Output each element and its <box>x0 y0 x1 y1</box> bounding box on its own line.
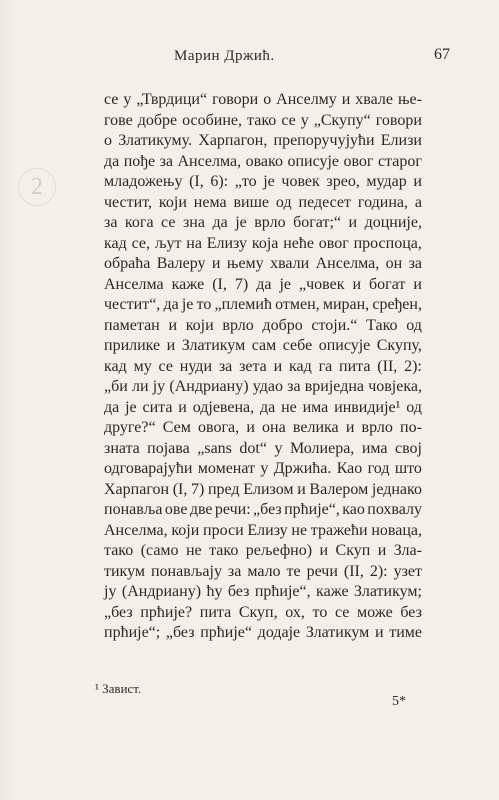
text-word: сам <box>251 337 277 354</box>
text-word: је <box>181 296 194 313</box>
text-word: Елизу <box>247 521 288 539</box>
text-word: старог <box>377 152 422 170</box>
text-word: и <box>166 337 176 354</box>
text-word: новаца, <box>371 521 422 539</box>
text-word: 2): <box>404 357 422 375</box>
text-word: и <box>345 419 355 436</box>
text-line <box>104 582 422 603</box>
text-word: човек <box>281 173 320 190</box>
text-word: је <box>125 398 137 416</box>
text-word: „човек <box>298 275 345 293</box>
text-word: говори <box>375 111 422 129</box>
text-word: педесет <box>298 193 351 211</box>
text-word: тиме <box>389 624 422 641</box>
text-word: у <box>274 439 283 457</box>
text-word: ох, <box>285 603 305 621</box>
margin-pencil-mark: 2 <box>18 168 56 206</box>
text-word: (Андриану) <box>169 378 249 395</box>
text-word: „Скупу“ <box>313 111 371 129</box>
text-word: за <box>218 357 233 375</box>
text-word: прћије“; <box>104 624 161 641</box>
text-word: Тако <box>366 316 398 334</box>
text-word: знатa <box>104 439 140 457</box>
text-line <box>104 418 422 439</box>
text-word: је <box>235 214 247 231</box>
text-word: проси <box>203 521 244 539</box>
text-word: ју <box>104 583 117 600</box>
text-word: за <box>287 378 301 395</box>
text-word: и <box>178 398 187 416</box>
text-word: две <box>189 501 213 518</box>
text-word: година, <box>357 193 408 211</box>
text-word: од <box>406 398 422 416</box>
text-word: се <box>158 357 173 375</box>
text-word: прћије“ <box>200 624 252 641</box>
text-word: Сем <box>162 419 191 436</box>
text-line <box>104 336 422 357</box>
text-line <box>104 275 422 296</box>
text-word: (I, <box>212 275 227 293</box>
text-word: што <box>394 460 422 477</box>
text-word: и <box>348 214 358 231</box>
text-word: да <box>259 398 276 416</box>
text-word: је <box>279 275 291 293</box>
text-word: говори <box>212 91 259 108</box>
text-word: (I, <box>172 480 188 498</box>
text-word: мудар <box>366 173 407 190</box>
text-word: Златикум <box>305 624 370 641</box>
text-word: која <box>251 234 279 252</box>
text-word: ју <box>152 378 166 395</box>
text-word: одјевена, <box>192 398 255 416</box>
text-word: Држића. <box>273 460 332 477</box>
text-word: врло <box>361 419 393 436</box>
text-word: има <box>302 398 329 416</box>
text-word: њему <box>226 255 264 272</box>
text-word: неће <box>283 234 314 252</box>
text-word: кад <box>104 357 127 375</box>
text-word: Анселма, <box>177 152 242 170</box>
text-word: Елизу <box>206 234 248 252</box>
text-word: свој <box>395 439 422 457</box>
text-line <box>104 500 422 521</box>
text-word: миран, <box>322 296 370 313</box>
text-word: узет <box>393 562 422 580</box>
text-word: који <box>158 193 187 211</box>
text-word: и <box>374 624 384 641</box>
text-word: више <box>233 193 270 211</box>
text-word: удао <box>252 378 283 395</box>
text-word: dot“ <box>239 439 267 457</box>
text-word: велика <box>292 419 339 436</box>
text-word: Скуп, <box>238 603 278 621</box>
text-word: за <box>227 562 242 580</box>
text-word: то <box>312 603 328 621</box>
text-word: „Тврдици“ <box>136 91 208 108</box>
text-word: тако <box>247 111 277 129</box>
text-line <box>104 459 422 480</box>
text-word: то <box>196 296 212 313</box>
text-word: тражећи <box>310 521 368 539</box>
text-word: овог <box>318 234 349 252</box>
text-word: год <box>367 460 390 477</box>
footnote: ¹ Завист. <box>95 681 142 696</box>
text-word: врло <box>222 316 254 334</box>
text-line <box>104 152 422 173</box>
page-edge-shadow <box>0 0 18 800</box>
text-line <box>104 562 422 583</box>
text-word: она <box>262 419 286 436</box>
text-word: кад <box>288 357 312 375</box>
text-word: ње- <box>397 91 422 108</box>
text-word: рељефно) <box>245 542 313 559</box>
text-word: и <box>377 542 387 559</box>
text-line <box>104 623 422 644</box>
text-word: Харпагон, <box>198 132 268 149</box>
text-word: „би <box>104 378 128 395</box>
text-word: себе <box>282 337 313 354</box>
text-word: човјека, <box>368 378 422 395</box>
text-line <box>104 316 422 337</box>
text-word: Скуп <box>335 542 371 559</box>
text-word: 2): <box>369 562 388 580</box>
text-word: богат;“ <box>293 214 341 231</box>
text-word: му <box>133 357 152 375</box>
text-word: вриједна <box>304 378 364 395</box>
text-word: одговарајући <box>104 460 193 477</box>
text-word: Златикум; <box>354 583 422 600</box>
text-line <box>104 172 422 193</box>
text-word: и <box>413 275 422 293</box>
text-word: те <box>286 562 301 580</box>
text-word: (I, <box>189 173 204 190</box>
text-word: се <box>161 214 176 231</box>
text-word: који <box>185 316 214 334</box>
text-word: кад <box>104 234 127 252</box>
text-line <box>104 131 422 152</box>
text-word: се <box>334 603 350 621</box>
text-word: у <box>123 91 132 108</box>
text-word: зрео, <box>326 173 360 190</box>
text-word: хвали <box>270 255 310 272</box>
text-word: „без <box>253 501 282 518</box>
text-word: по- <box>400 419 422 436</box>
text-word: прћије? <box>140 603 193 621</box>
text-line <box>104 213 422 234</box>
text-line <box>104 90 422 111</box>
text-word: тикум <box>104 562 146 580</box>
text-word: на <box>186 234 202 252</box>
text-line <box>104 541 422 562</box>
text-word: а <box>414 193 422 211</box>
text-word: он <box>385 255 403 272</box>
text-word: описује <box>287 152 339 170</box>
text-word: моменат <box>197 460 256 477</box>
text-word: прћије“, <box>284 501 340 518</box>
text-line <box>104 111 422 132</box>
text-word: Елизом <box>243 480 294 498</box>
text-word: и <box>341 91 351 108</box>
text-word: (Андриану) <box>121 583 202 600</box>
text-word: и <box>168 316 178 334</box>
text-word: добре <box>137 111 178 129</box>
text-word: пред <box>207 480 240 498</box>
text-word: паметан <box>104 316 160 334</box>
text-word: (II, <box>343 562 364 580</box>
text-word: који <box>171 521 200 539</box>
text-word: Харпагон <box>104 480 170 498</box>
text-word: је <box>263 173 275 190</box>
text-word: и <box>297 480 306 498</box>
text-word: Валеру <box>156 255 206 272</box>
text-word: „то <box>234 173 257 190</box>
text-word: стоји.“ <box>311 316 358 334</box>
text-word: сређен, <box>372 296 422 313</box>
text-word: нема <box>193 193 227 211</box>
text-word: у <box>300 111 309 129</box>
text-word: Као <box>336 460 363 477</box>
text-line <box>104 193 422 214</box>
text-word: „без <box>104 603 133 621</box>
text-word: нуди <box>179 357 213 375</box>
text-word: Златикум <box>181 337 246 354</box>
text-line <box>104 480 422 501</box>
text-word: за <box>408 255 422 272</box>
text-word: без <box>400 603 422 621</box>
running-title: Марин Држић. <box>174 48 275 64</box>
text-word: препоручујући <box>273 132 375 149</box>
text-word: 6): <box>210 173 229 190</box>
text-word: 7) <box>190 480 205 498</box>
text-word: може <box>357 603 393 621</box>
text-word: пође <box>123 152 156 170</box>
text-word: добро <box>262 316 303 334</box>
text-word: и <box>273 357 283 375</box>
text-word: отмен, <box>275 296 320 313</box>
sheet-mark: 5* <box>392 694 406 709</box>
text-line <box>104 295 422 316</box>
text-line <box>104 521 422 542</box>
text-word: речи: <box>214 501 251 518</box>
text-word: „племић <box>214 296 272 313</box>
text-word: тако <box>104 542 134 559</box>
text-word: понавља <box>104 501 163 518</box>
text-word: каже <box>171 275 205 293</box>
text-word: 7) <box>234 275 249 293</box>
text-word: Елизи <box>380 132 422 149</box>
text-word: речи <box>306 562 338 580</box>
text-word: има <box>361 439 388 457</box>
text-word: Анселма, <box>315 255 380 272</box>
text-word: као <box>342 501 365 518</box>
text-word: тако <box>209 542 239 559</box>
text-word: Скупу, <box>376 337 422 354</box>
text-word: пита <box>339 357 371 375</box>
text-word: (само <box>140 542 179 559</box>
text-word: зета <box>239 357 267 375</box>
text-word: не <box>291 521 308 539</box>
text-word: и <box>211 255 221 272</box>
text-word: једнако <box>371 480 422 498</box>
text-line <box>104 603 422 624</box>
text-word: ове <box>164 501 188 518</box>
text-line <box>104 398 422 419</box>
text-word: прилике <box>104 337 161 354</box>
text-word: га <box>318 357 333 375</box>
text-word: гове <box>104 111 133 129</box>
text-word: да <box>104 152 120 170</box>
text-word: доцније, <box>364 214 422 231</box>
text-word: и <box>246 419 255 436</box>
text-word: Валером <box>309 480 369 498</box>
text-word: се <box>104 91 119 108</box>
text-word: Анселма, <box>104 521 168 539</box>
text-word: да <box>212 214 228 231</box>
text-word: се, <box>131 234 150 252</box>
text-word: се <box>281 111 296 129</box>
text-word: и <box>413 173 422 190</box>
text-word: сита <box>142 398 173 416</box>
text-word: проспоца, <box>353 234 422 252</box>
text-word: овога, <box>198 419 240 436</box>
body-text <box>104 90 422 644</box>
text-line <box>104 377 422 398</box>
text-word: и <box>319 542 329 559</box>
text-word: пита <box>199 603 232 621</box>
text-word: од <box>275 193 292 211</box>
text-word: каже <box>316 583 349 600</box>
text-word: да <box>256 275 272 293</box>
text-word: у <box>260 460 269 477</box>
text-word: без <box>227 583 250 600</box>
text-word: од <box>406 316 422 334</box>
text-word: и <box>352 275 362 293</box>
text-word: (II, <box>377 357 398 375</box>
text-line <box>104 439 422 460</box>
text-word: ли <box>132 378 149 395</box>
text-word: зна <box>182 214 205 231</box>
text-word: богат <box>369 275 406 293</box>
text-word: описује <box>318 337 371 354</box>
text-word: Молиера, <box>289 439 355 457</box>
text-word: не <box>281 398 297 416</box>
text-line <box>104 234 422 255</box>
text-word: да <box>104 398 120 416</box>
text-line <box>104 254 422 275</box>
text-word: о <box>104 132 112 149</box>
text-word: врло <box>254 214 286 231</box>
text-word: „без <box>165 624 195 641</box>
text-word: Зла- <box>393 542 422 559</box>
text-word: обраћа <box>104 255 151 272</box>
text-word: љут <box>154 234 182 252</box>
text-word: честит, <box>104 193 152 211</box>
text-word: друге?“ <box>104 419 156 436</box>
text-word: додаје <box>257 624 301 641</box>
text-word: о <box>263 91 272 108</box>
text-word: хвале <box>355 91 393 108</box>
text-word: ћу <box>206 583 223 600</box>
text-word: кога <box>124 214 154 231</box>
text-word: особине, <box>182 111 243 129</box>
text-word: похвалу <box>367 501 422 518</box>
running-header <box>160 46 460 68</box>
text-word: за <box>104 214 118 231</box>
text-word: младожењу <box>104 173 183 190</box>
text-word: овако <box>245 152 283 170</box>
text-word: за <box>159 152 173 170</box>
text-word: честит“, <box>104 296 161 313</box>
text-word: понављају <box>150 562 222 580</box>
text-word: прћије“, <box>254 583 311 600</box>
text-word: не <box>185 542 202 559</box>
text-word: Златикуму. <box>118 132 193 149</box>
text-word: инвидије¹ <box>334 398 401 416</box>
text-line <box>104 357 422 378</box>
text-word: да <box>163 296 179 313</box>
text-word: Анселма <box>104 275 164 293</box>
page-number: 67 <box>434 46 450 63</box>
text-word: мало <box>247 562 281 580</box>
text-word: „sans <box>197 439 232 457</box>
text-word: Анселму <box>276 91 337 108</box>
text-word: овог <box>343 152 374 170</box>
text-word: појава <box>147 439 190 457</box>
